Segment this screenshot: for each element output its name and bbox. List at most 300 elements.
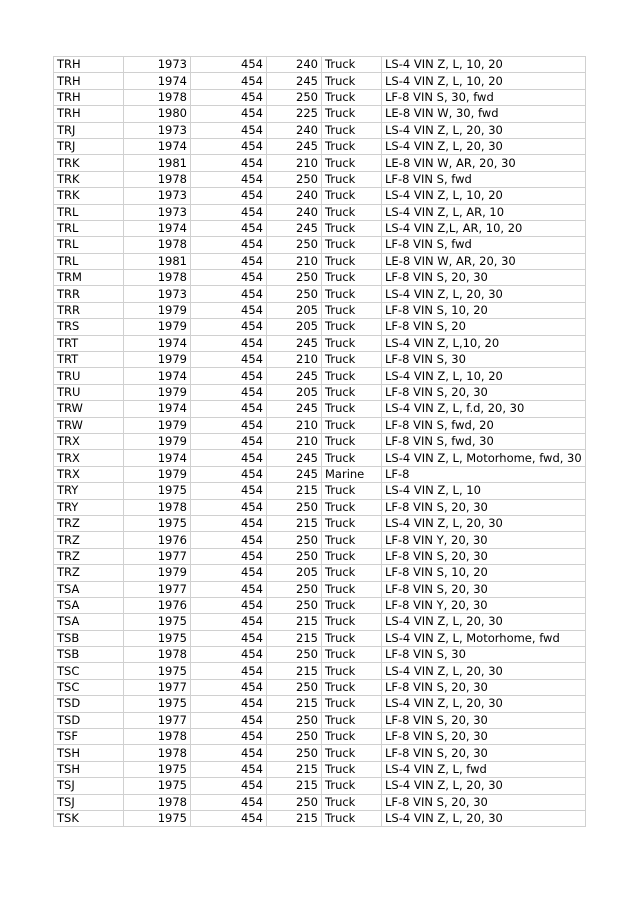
year-cell: 1976 [124, 597, 191, 613]
table-row [54, 679, 586, 695]
year-cell: 1975 [124, 483, 191, 499]
engine-code-table [53, 56, 586, 827]
horsepower-cell: 215 [267, 810, 322, 826]
notes-cell: LF-8 VIN S, 20, 30 [382, 712, 586, 728]
engine-code-cell: TSF [54, 729, 124, 745]
year-cell: 1978 [124, 237, 191, 253]
year-cell: 1975 [124, 630, 191, 646]
table-row [54, 630, 586, 646]
engine-code-cell: TSC [54, 663, 124, 679]
year-cell: 1979 [124, 384, 191, 400]
application-cell: Truck [322, 794, 382, 810]
year-cell: 1978 [124, 270, 191, 286]
application-cell: Truck [322, 368, 382, 384]
year-cell: 1979 [124, 302, 191, 318]
year-cell: 1977 [124, 581, 191, 597]
application-cell: Truck [322, 729, 382, 745]
displacement-cell: 454 [191, 712, 267, 728]
year-cell: 1977 [124, 548, 191, 564]
horsepower-cell: 250 [267, 286, 322, 302]
horsepower-cell: 245 [267, 368, 322, 384]
displacement-cell: 454 [191, 663, 267, 679]
displacement-cell: 454 [191, 745, 267, 761]
engine-code-cell: TRT [54, 352, 124, 368]
table-row [54, 483, 586, 499]
application-cell: Truck [322, 89, 382, 105]
engine-code-cell: TRH [54, 73, 124, 89]
table-row [54, 286, 586, 302]
application-cell: Truck [322, 73, 382, 89]
horsepower-cell: 205 [267, 384, 322, 400]
displacement-cell: 454 [191, 302, 267, 318]
application-cell: Truck [322, 319, 382, 335]
displacement-cell: 454 [191, 220, 267, 236]
displacement-cell: 454 [191, 483, 267, 499]
displacement-cell: 454 [191, 57, 267, 73]
table-row [54, 384, 586, 400]
table-row [54, 614, 586, 630]
notes-cell: LF-8 VIN S, 30, fwd [382, 89, 586, 105]
horsepower-cell: 210 [267, 253, 322, 269]
table-row [54, 810, 586, 826]
application-cell: Truck [322, 614, 382, 630]
engine-code-cell: TRX [54, 433, 124, 449]
table-body [54, 57, 586, 827]
notes-cell: LS-4 VIN Z, L, 20, 30 [382, 614, 586, 630]
displacement-cell: 454 [191, 368, 267, 384]
year-cell: 1977 [124, 679, 191, 695]
displacement-cell: 454 [191, 335, 267, 351]
notes-cell: LE-8 VIN W, AR, 20, 30 [382, 253, 586, 269]
application-cell: Truck [322, 302, 382, 318]
displacement-cell: 454 [191, 515, 267, 531]
engine-code-cell: TRL [54, 220, 124, 236]
year-cell: 1978 [124, 171, 191, 187]
table-row [54, 647, 586, 663]
year-cell: 1976 [124, 532, 191, 548]
notes-cell: LF-8 VIN S, fwd, 30 [382, 433, 586, 449]
engine-code-cell: TRJ [54, 122, 124, 138]
table-row [54, 696, 586, 712]
engine-code-cell: TRH [54, 89, 124, 105]
notes-cell: LF-8 VIN Y, 20, 30 [382, 532, 586, 548]
horsepower-cell: 215 [267, 515, 322, 531]
year-cell: 1974 [124, 401, 191, 417]
notes-cell: LF-8 VIN S, 20, 30 [382, 548, 586, 564]
notes-cell: LS-4 VIN Z, L,10, 20 [382, 335, 586, 351]
engine-code-cell: TRZ [54, 515, 124, 531]
notes-cell: LS-4 VIN Z,L, AR, 10, 20 [382, 220, 586, 236]
notes-cell: LS-4 VIN Z, L, Motorhome, fwd [382, 630, 586, 646]
horsepower-cell: 250 [267, 647, 322, 663]
year-cell: 1975 [124, 614, 191, 630]
engine-code-cell: TSH [54, 745, 124, 761]
notes-cell: LS-4 VIN Z, L, Motorhome, fwd, 30 [382, 450, 586, 466]
year-cell: 1978 [124, 794, 191, 810]
horsepower-cell: 215 [267, 483, 322, 499]
table-row [54, 319, 586, 335]
year-cell: 1978 [124, 499, 191, 515]
notes-cell: LF-8 VIN S, fwd, 20 [382, 417, 586, 433]
engine-code-cell: TSD [54, 696, 124, 712]
notes-cell: LF-8 VIN S, 20, 30 [382, 679, 586, 695]
engine-code-cell: TRZ [54, 532, 124, 548]
application-cell: Truck [322, 515, 382, 531]
notes-cell: LF-8 VIN S, 10, 20 [382, 302, 586, 318]
horsepower-cell: 205 [267, 302, 322, 318]
displacement-cell: 454 [191, 532, 267, 548]
horsepower-cell: 210 [267, 155, 322, 171]
year-cell: 1975 [124, 810, 191, 826]
application-cell: Truck [322, 745, 382, 761]
table-row [54, 270, 586, 286]
displacement-cell: 454 [191, 253, 267, 269]
horsepower-cell: 245 [267, 220, 322, 236]
application-cell: Truck [322, 171, 382, 187]
year-cell: 1974 [124, 368, 191, 384]
table-row [54, 335, 586, 351]
horsepower-cell: 205 [267, 319, 322, 335]
notes-cell: LF-8 VIN S, 20, 30 [382, 581, 586, 597]
application-cell: Truck [322, 57, 382, 73]
application-cell: Truck [322, 548, 382, 564]
horsepower-cell: 245 [267, 466, 322, 482]
notes-cell: LS-4 VIN Z, L, 20, 30 [382, 663, 586, 679]
displacement-cell: 454 [191, 204, 267, 220]
year-cell: 1974 [124, 73, 191, 89]
notes-cell: LF-8 VIN S, 20, 30 [382, 794, 586, 810]
year-cell: 1973 [124, 204, 191, 220]
engine-code-cell: TRR [54, 302, 124, 318]
displacement-cell: 454 [191, 499, 267, 515]
application-cell: Truck [322, 630, 382, 646]
engine-code-cell: TRW [54, 417, 124, 433]
table-row [54, 220, 586, 236]
year-cell: 1979 [124, 565, 191, 581]
application-cell: Truck [322, 253, 382, 269]
engine-code-cell: TRH [54, 57, 124, 73]
horsepower-cell: 250 [267, 581, 322, 597]
horsepower-cell: 240 [267, 122, 322, 138]
horsepower-cell: 215 [267, 630, 322, 646]
displacement-cell: 454 [191, 138, 267, 154]
year-cell: 1979 [124, 417, 191, 433]
horsepower-cell: 245 [267, 73, 322, 89]
table-row [54, 663, 586, 679]
table-row [54, 417, 586, 433]
year-cell: 1978 [124, 89, 191, 105]
application-cell: Truck [322, 450, 382, 466]
horsepower-cell: 245 [267, 401, 322, 417]
table-row [54, 581, 586, 597]
displacement-cell: 454 [191, 401, 267, 417]
application-cell: Truck [322, 286, 382, 302]
displacement-cell: 454 [191, 729, 267, 745]
horsepower-cell: 215 [267, 663, 322, 679]
engine-code-cell: TRY [54, 483, 124, 499]
notes-cell: LE-8 VIN W, AR, 20, 30 [382, 155, 586, 171]
displacement-cell: 454 [191, 417, 267, 433]
engine-code-cell: TSB [54, 647, 124, 663]
table-row [54, 89, 586, 105]
displacement-cell: 454 [191, 778, 267, 794]
engine-code-cell: TRL [54, 204, 124, 220]
horsepower-cell: 240 [267, 204, 322, 220]
table-row [54, 729, 586, 745]
table-row [54, 204, 586, 220]
application-cell: Truck [322, 155, 382, 171]
displacement-cell: 454 [191, 565, 267, 581]
horsepower-cell: 240 [267, 57, 322, 73]
displacement-cell: 454 [191, 696, 267, 712]
application-cell: Truck [322, 237, 382, 253]
engine-code-cell: TRK [54, 155, 124, 171]
engine-code-cell: TRT [54, 335, 124, 351]
year-cell: 1974 [124, 138, 191, 154]
displacement-cell: 454 [191, 319, 267, 335]
table-row [54, 57, 586, 73]
year-cell: 1975 [124, 696, 191, 712]
application-cell: Truck [322, 352, 382, 368]
engine-code-cell: TSD [54, 712, 124, 728]
horsepower-cell: 245 [267, 335, 322, 351]
year-cell: 1977 [124, 712, 191, 728]
table-row [54, 778, 586, 794]
notes-cell: LF-8 VIN S, 30 [382, 352, 586, 368]
horsepower-cell: 215 [267, 761, 322, 777]
displacement-cell: 454 [191, 89, 267, 105]
year-cell: 1979 [124, 433, 191, 449]
year-cell: 1974 [124, 220, 191, 236]
application-cell: Truck [322, 761, 382, 777]
table-row [54, 745, 586, 761]
year-cell: 1973 [124, 286, 191, 302]
table-row [54, 597, 586, 613]
engine-code-cell: TRX [54, 466, 124, 482]
table-row [54, 171, 586, 187]
application-cell: Truck [322, 647, 382, 663]
notes-cell: LF-8 VIN S, 30 [382, 647, 586, 663]
notes-cell: LS-4 VIN Z, L, 10, 20 [382, 188, 586, 204]
engine-code-cell: TSA [54, 597, 124, 613]
engine-code-cell: TRM [54, 270, 124, 286]
year-cell: 1973 [124, 57, 191, 73]
displacement-cell: 454 [191, 286, 267, 302]
engine-code-cell: TSB [54, 630, 124, 646]
displacement-cell: 454 [191, 237, 267, 253]
engine-code-cell: TRW [54, 401, 124, 417]
notes-cell: LS-4 VIN Z, L, 20, 30 [382, 138, 586, 154]
year-cell: 1981 [124, 253, 191, 269]
notes-cell: LF-8 VIN S, 20, 30 [382, 499, 586, 515]
application-cell: Truck [322, 138, 382, 154]
application-cell: Truck [322, 335, 382, 351]
year-cell: 1974 [124, 335, 191, 351]
horsepower-cell: 250 [267, 237, 322, 253]
year-cell: 1975 [124, 663, 191, 679]
horsepower-cell: 215 [267, 614, 322, 630]
engine-code-cell: TRZ [54, 565, 124, 581]
notes-cell: LS-4 VIN Z, L, AR, 10 [382, 204, 586, 220]
engine-code-cell: TRZ [54, 548, 124, 564]
notes-cell: LF-8 VIN S, 20, 30 [382, 729, 586, 745]
horsepower-cell: 250 [267, 794, 322, 810]
horsepower-cell: 215 [267, 696, 322, 712]
table-row [54, 450, 586, 466]
application-cell: Truck [322, 581, 382, 597]
displacement-cell: 454 [191, 466, 267, 482]
year-cell: 1980 [124, 106, 191, 122]
horsepower-cell: 240 [267, 188, 322, 204]
year-cell: 1973 [124, 188, 191, 204]
application-cell: Truck [322, 778, 382, 794]
horsepower-cell: 250 [267, 499, 322, 515]
table-row [54, 188, 586, 204]
engine-code-cell: TRS [54, 319, 124, 335]
displacement-cell: 454 [191, 614, 267, 630]
displacement-cell: 454 [191, 352, 267, 368]
application-cell: Truck [322, 483, 382, 499]
engine-code-cell: TSC [54, 679, 124, 695]
notes-cell: LS-4 VIN Z, L, 10, 20 [382, 73, 586, 89]
table-row [54, 138, 586, 154]
application-cell: Truck [322, 696, 382, 712]
application-cell: Truck [322, 188, 382, 204]
application-cell: Truck [322, 220, 382, 236]
horsepower-cell: 250 [267, 597, 322, 613]
year-cell: 1975 [124, 515, 191, 531]
table-row [54, 433, 586, 449]
displacement-cell: 454 [191, 122, 267, 138]
displacement-cell: 454 [191, 106, 267, 122]
notes-cell: LF-8 VIN S, 20, 30 [382, 270, 586, 286]
year-cell: 1979 [124, 466, 191, 482]
year-cell: 1979 [124, 352, 191, 368]
application-cell: Truck [322, 532, 382, 548]
application-cell: Truck [322, 270, 382, 286]
application-cell: Truck [322, 417, 382, 433]
displacement-cell: 454 [191, 270, 267, 286]
year-cell: 1975 [124, 761, 191, 777]
table-row [54, 368, 586, 384]
engine-code-cell: TRJ [54, 138, 124, 154]
table-row [54, 302, 586, 318]
table-row [54, 532, 586, 548]
horsepower-cell: 215 [267, 778, 322, 794]
year-cell: 1975 [124, 778, 191, 794]
notes-cell: LS-4 VIN Z, L, 20, 30 [382, 122, 586, 138]
notes-cell: LF-8 [382, 466, 586, 482]
horsepower-cell: 250 [267, 89, 322, 105]
notes-cell: LF-8 VIN S, 10, 20 [382, 565, 586, 581]
engine-code-cell: TRK [54, 188, 124, 204]
horsepower-cell: 205 [267, 565, 322, 581]
table-row [54, 155, 586, 171]
table-row [54, 761, 586, 777]
table-row [54, 106, 586, 122]
displacement-cell: 454 [191, 647, 267, 663]
engine-code-cell: TSH [54, 761, 124, 777]
table-row [54, 466, 586, 482]
notes-cell: LS-4 VIN Z, L, 20, 30 [382, 696, 586, 712]
application-cell: Truck [322, 712, 382, 728]
displacement-cell: 454 [191, 548, 267, 564]
application-cell: Truck [322, 122, 382, 138]
notes-cell: LS-4 VIN Z, L, f.d, 20, 30 [382, 401, 586, 417]
notes-cell: LF-8 VIN S, 20, 30 [382, 745, 586, 761]
horsepower-cell: 225 [267, 106, 322, 122]
engine-code-cell: TRL [54, 237, 124, 253]
displacement-cell: 454 [191, 810, 267, 826]
year-cell: 1978 [124, 745, 191, 761]
engine-code-cell: TRL [54, 253, 124, 269]
application-cell: Truck [322, 597, 382, 613]
notes-cell: LS-4 VIN Z, L, 20, 30 [382, 286, 586, 302]
horsepower-cell: 250 [267, 712, 322, 728]
horsepower-cell: 245 [267, 450, 322, 466]
engine-code-cell: TSJ [54, 778, 124, 794]
application-cell: Truck [322, 204, 382, 220]
engine-code-cell: TRK [54, 171, 124, 187]
notes-cell: LS-4 VIN Z, L, 20, 30 [382, 810, 586, 826]
horsepower-cell: 250 [267, 679, 322, 695]
horsepower-cell: 245 [267, 138, 322, 154]
application-cell: Truck [322, 106, 382, 122]
application-cell: Truck [322, 384, 382, 400]
engine-code-cell: TRU [54, 384, 124, 400]
application-cell: Marine [322, 466, 382, 482]
horsepower-cell: 250 [267, 548, 322, 564]
table-row [54, 548, 586, 564]
displacement-cell: 454 [191, 433, 267, 449]
notes-cell: LS-4 VIN Z, L, 10 [382, 483, 586, 499]
year-cell: 1974 [124, 450, 191, 466]
engine-code-cell: TRH [54, 106, 124, 122]
engine-code-cell: TSJ [54, 794, 124, 810]
notes-cell: LF-8 VIN S, 20, 30 [382, 384, 586, 400]
notes-cell: LF-8 VIN S, fwd [382, 171, 586, 187]
notes-cell: LF-8 VIN S, fwd [382, 237, 586, 253]
notes-cell: LE-8 VIN W, 30, fwd [382, 106, 586, 122]
displacement-cell: 454 [191, 384, 267, 400]
displacement-cell: 454 [191, 188, 267, 204]
notes-cell: LS-4 VIN Z, L, 20, 30 [382, 778, 586, 794]
displacement-cell: 454 [191, 581, 267, 597]
application-cell: Truck [322, 401, 382, 417]
horsepower-cell: 250 [267, 532, 322, 548]
horsepower-cell: 250 [267, 270, 322, 286]
application-cell: Truck [322, 499, 382, 515]
engine-code-cell: TSA [54, 581, 124, 597]
year-cell: 1979 [124, 319, 191, 335]
horsepower-cell: 250 [267, 171, 322, 187]
table-row [54, 401, 586, 417]
engine-code-cell: TRY [54, 499, 124, 515]
application-cell: Truck [322, 810, 382, 826]
displacement-cell: 454 [191, 630, 267, 646]
engine-code-cell: TSA [54, 614, 124, 630]
application-cell: Truck [322, 565, 382, 581]
year-cell: 1981 [124, 155, 191, 171]
engine-code-cell: TRU [54, 368, 124, 384]
displacement-cell: 454 [191, 450, 267, 466]
table-row [54, 253, 586, 269]
notes-cell: LS-4 VIN Z, L, 20, 30 [382, 515, 586, 531]
engine-code-cell: TSK [54, 810, 124, 826]
displacement-cell: 454 [191, 761, 267, 777]
engine-code-cell: TRR [54, 286, 124, 302]
displacement-cell: 454 [191, 597, 267, 613]
